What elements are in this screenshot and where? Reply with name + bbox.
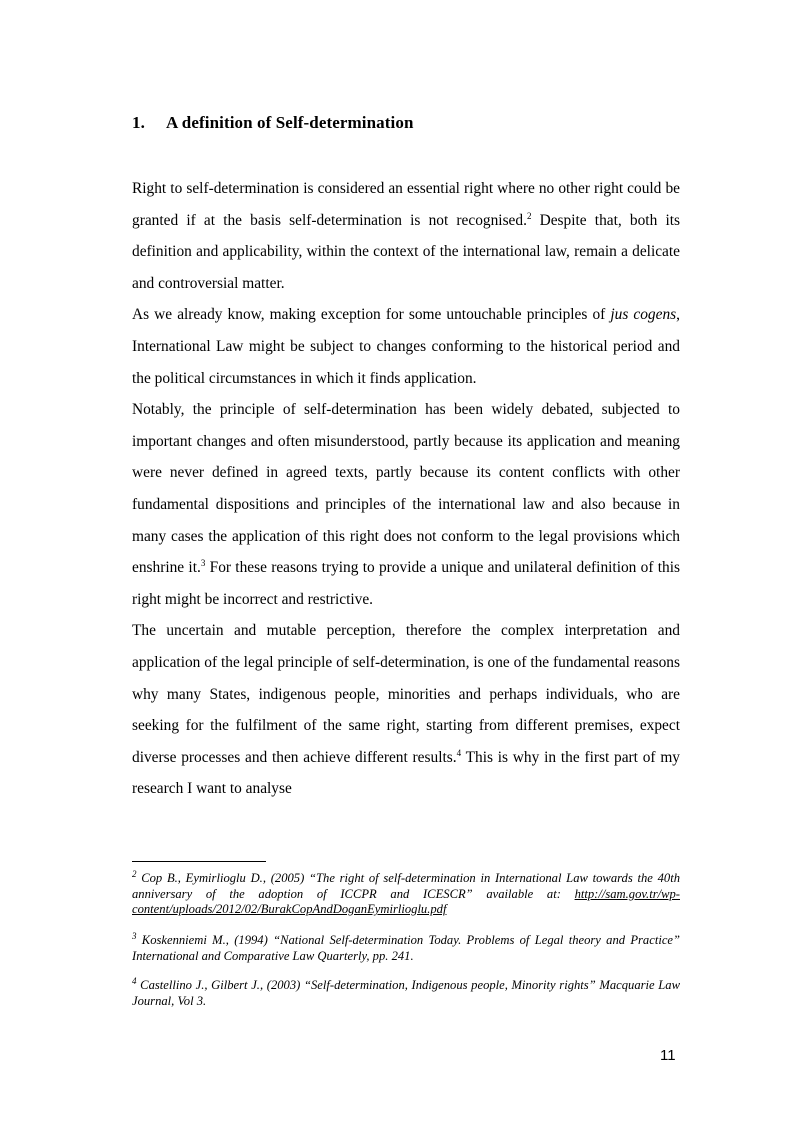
footnote bbox=[132, 930, 680, 964]
italic-term: jus cogens bbox=[610, 306, 677, 324]
paragraph-text: This is why in the first part of my research I want to analyse bbox=[132, 748, 681, 798]
paragraph-text: Despite that, both its definition and applicability, within the context of the international law, remain a delicate and controversial matter. bbox=[132, 211, 680, 292]
paragraph bbox=[132, 394, 680, 615]
paragraph-text: Notably, the principle of self-determination has been widely debated, subjected to important changes and often misunderstood, partly because its application and meaning were never defined in agreed texts, partly because its content conflicts with other fundamental dispositions and principles of the international law and also because in many cases the application of this right does not conform to the legal provisions which enshrine it. bbox=[132, 401, 680, 577]
paragraph-text: As we already know, making exception for some untouchable principles of bbox=[132, 306, 611, 324]
paragraph-text: The uncertain and mutable perception, therefore the complex interpretation and application of the legal principle of self-determination, is one of the fundamental reasons why many States, indigenous people, minorities and perhaps individuals, who are seeking for the fulfilment of the same right, starting from different premises, expect diverse processes and then achieve different results. bbox=[132, 622, 680, 766]
footnote-number: 3 bbox=[132, 930, 137, 941]
paragraph-text: , International Law might be subject to changes conforming to the historical period and the political circumstances in which it finds application. bbox=[132, 306, 680, 387]
footnote-text: Koskenniemi M., (1994) “National Self-determination Today. Problems of Legal theory and Practice” International and Comparative Law Quarterly, pp. 241. bbox=[132, 933, 680, 963]
footnote-divider bbox=[132, 861, 266, 862]
footnote-ref[interactable]: 3 bbox=[200, 558, 206, 568]
paragraph bbox=[132, 615, 680, 805]
body-text bbox=[132, 173, 680, 805]
footnote-ref[interactable]: 4 bbox=[456, 747, 462, 758]
paragraph bbox=[132, 299, 680, 394]
section-title: A definition of Self-determination bbox=[166, 113, 414, 132]
footnote-ref[interactable]: 2 bbox=[526, 210, 532, 221]
paragraph bbox=[132, 173, 680, 299]
footnote-number: 4 bbox=[132, 975, 137, 986]
footnote bbox=[132, 868, 680, 918]
footnote-number: 2 bbox=[132, 868, 137, 879]
paragraph-text: Right to self-determination is considered an essential right where no other right could be granted if at the basis self-determination is not recognised. bbox=[132, 180, 680, 229]
paragraph-text: For these reasons trying to provide a unique and unilateral definition of this right might be incorrect and restrictive. bbox=[132, 559, 680, 608]
section-number: 1. bbox=[132, 113, 145, 132]
footnote-link[interactable]: http://sam.gov.tr/wp-content/uploads/2012/02/BurakCopAndDoganEymirlioglu.pdf bbox=[132, 886, 680, 917]
footnote-text: Castellino J., Gilbert J., (2003) “Self-determination, Indigenous people, Minority rights” Macquarie Law Journal, Vol 3. bbox=[132, 978, 680, 1008]
page-number: 11 bbox=[660, 1047, 676, 1064]
footnote bbox=[132, 975, 680, 1009]
footnote-text: Cop B., Eymirlioglu D., (2005) “The right of self-determination in International Law towards the 40th anniversary of the adoption of ICCPR and ICESCR” available at: bbox=[132, 871, 680, 901]
section-heading bbox=[132, 113, 414, 133]
